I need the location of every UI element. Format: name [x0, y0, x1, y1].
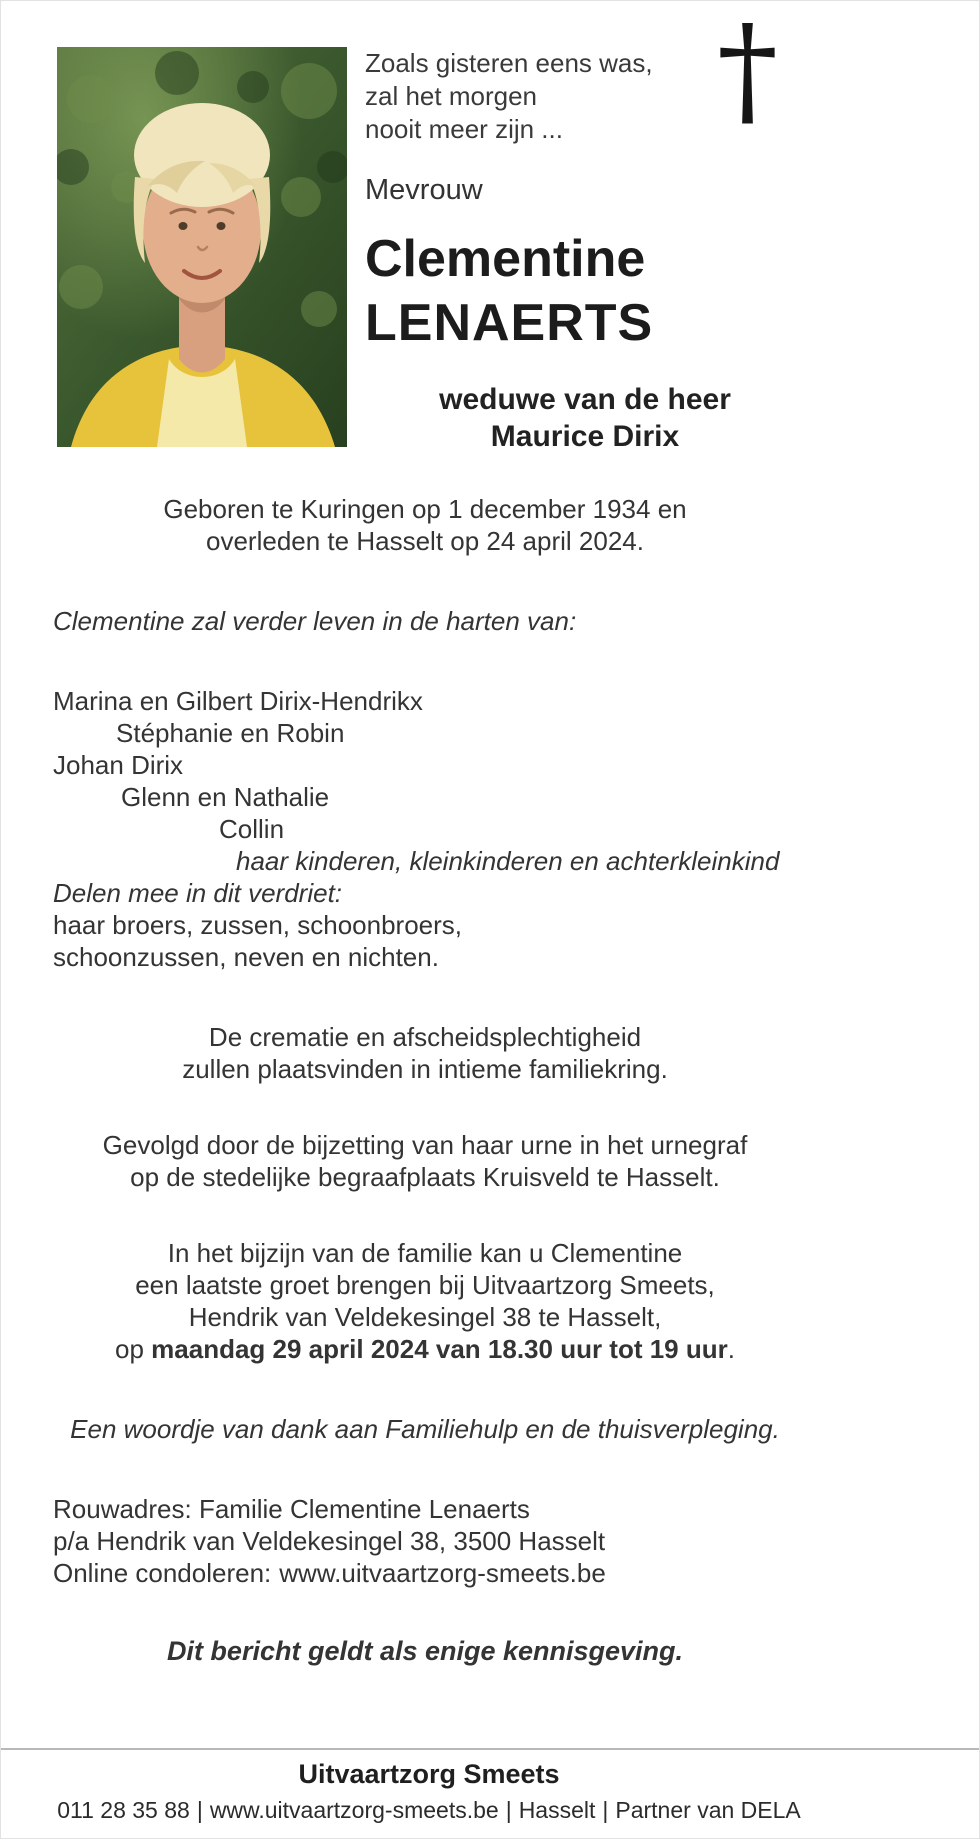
visitation-datetime-line: [53, 1333, 797, 1365]
grief-line-2: schoonzussen, neven en nichten.: [53, 942, 439, 972]
visitation-datetime: maandag 29 april 2024 van 18.30 uur tot 19 uur: [151, 1334, 728, 1364]
epigraph-line-1: Zoals gisteren eens was,: [365, 48, 653, 78]
sole-notice: Dit bericht geldt als enige kennisgeving.: [166, 1636, 684, 1666]
footer-partner: Partner van DELA: [615, 1797, 801, 1823]
cremation-info: [53, 1021, 797, 1085]
family-member-marina: Marina en Gilbert Dirix-Hendrikx: [53, 686, 423, 716]
grief-intro: Delen mee in dit verdriet:: [53, 878, 343, 908]
family-member-collin: Collin: [219, 814, 285, 844]
widow-of-line: weduwe van de heer: [439, 383, 731, 416]
mourning-address: [53, 1493, 797, 1589]
cross-icon: †: [717, 0, 778, 141]
cremation-line-2: zullen plaatsvinden in intieme familiekring.: [182, 1054, 668, 1084]
footer-contact-line: [1, 1797, 857, 1824]
epigraph-line-3: nooit meer zijn ...: [365, 114, 563, 144]
visitation-prefix: op: [115, 1334, 152, 1364]
family-list: [53, 685, 797, 973]
died-line: overleden te Hasselt op 24 april 2024.: [206, 526, 644, 556]
urn-line-1: Gevolgd door de bijzetting van haar urne in het urnegraf: [102, 1130, 748, 1160]
cremation-line-1: De crematie en afscheidsplechtigheid: [208, 1022, 642, 1052]
condolence-link[interactable]: www.uitvaartzorg-smeets.be: [279, 1558, 606, 1588]
relation-note: haar kinderen, kleinkinderen en achterkleinkind: [236, 846, 780, 876]
header-section: [1, 1, 979, 455]
footer-phone: 011 28 35 88: [57, 1797, 190, 1823]
deceased-photo: [57, 47, 347, 447]
family-member-stephanie: Stéphanie en Robin: [116, 718, 345, 748]
footer-website-link[interactable]: www.uitvaartzorg-smeets.be: [209, 1797, 499, 1823]
life-dates: [53, 493, 797, 557]
visitation-suffix: .: [727, 1334, 735, 1364]
born-line: Geboren te Kuringen op 1 december 1934 en: [163, 494, 687, 524]
deceased-first-name: Clementine: [365, 230, 646, 288]
footer-separator: |: [505, 1797, 512, 1823]
footer-separator: |: [196, 1797, 203, 1823]
widow-of-block: [365, 381, 805, 455]
husband-name: Maurice Dirix: [490, 420, 680, 453]
address-line-2: p/a Hendrik van Veldekesingel 38, 3500 Hasselt: [53, 1526, 606, 1556]
salutation: Mevrouw: [365, 174, 483, 206]
thanks-note: Een woordje van dank aan Familiehulp en de thuisverpleging.: [70, 1414, 780, 1444]
epigraph-line-2: zal het morgen: [365, 81, 537, 111]
visitation-info: [53, 1237, 797, 1365]
footer-separator: |: [602, 1797, 609, 1823]
family-member-johan: Johan Dirix: [53, 750, 184, 780]
funeral-home-name: Uitvaartzorg Smeets: [298, 1759, 560, 1789]
footer-inner: [1, 1759, 857, 1824]
address-line-1: Rouwadres: Familie Clementine Lenaerts: [53, 1494, 530, 1524]
condolence-label: Online condoleren:: [53, 1558, 272, 1588]
visitation-line-1: In het bijzijn van de familie kan u Clementine: [167, 1238, 683, 1268]
portrait-photo-image: [57, 47, 347, 447]
footer-city: Hasselt: [518, 1797, 596, 1823]
footer: [1, 1748, 979, 1838]
announcement-body: [53, 493, 797, 1667]
grief-line-1: haar broers, zussen, schoonbroers,: [53, 910, 462, 940]
visitation-line-3: Hendrik van Veldekesingel 38 te Hasselt,: [188, 1302, 662, 1332]
urn-info: [53, 1129, 797, 1193]
lives-on-intro: Clementine zal verder leven in de harten van:: [53, 606, 577, 636]
condolence-line: [53, 1557, 797, 1589]
urn-line-2: op de stedelijke begraafplaats Kruisveld te Hasselt.: [130, 1162, 720, 1192]
family-member-glenn: Glenn en Nathalie: [121, 782, 330, 812]
deceased-last-name: LENAERTS: [365, 294, 654, 352]
visitation-line-2: een laatste groet brengen bij Uitvaartzorg Smeets,: [135, 1270, 715, 1300]
